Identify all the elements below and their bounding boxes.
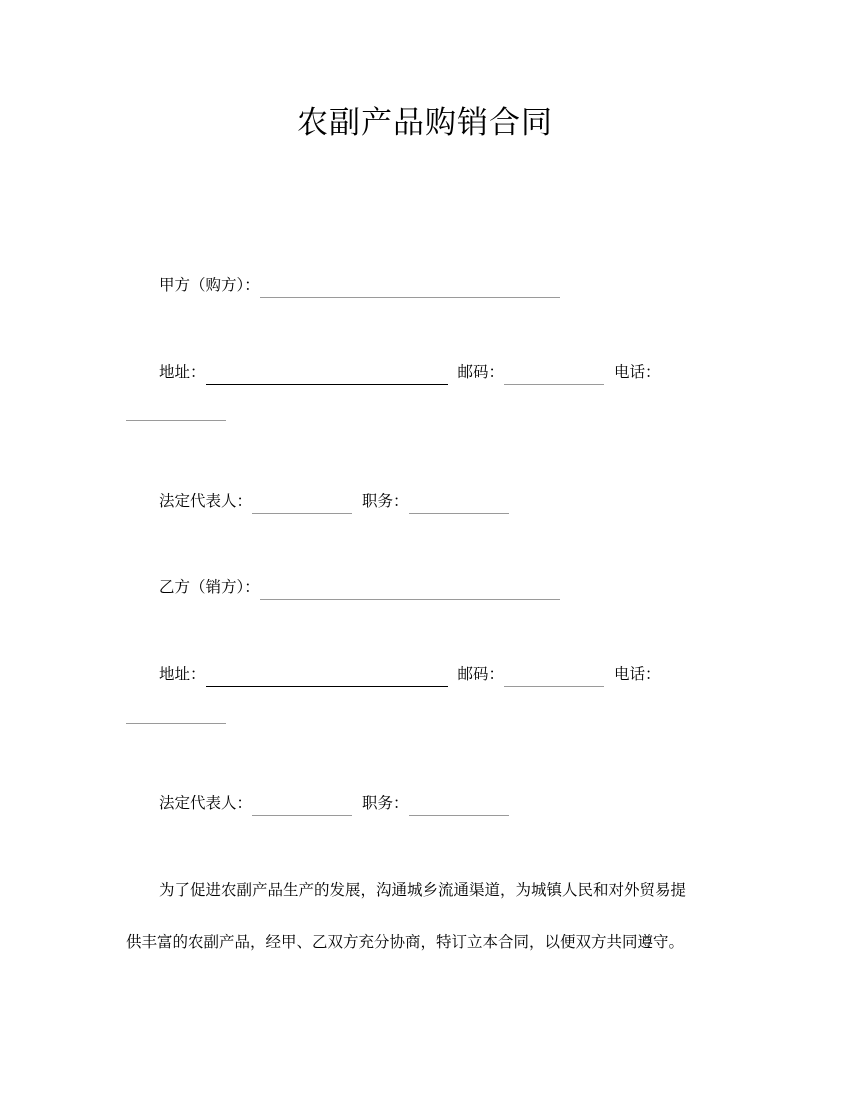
document-title: 农副产品购销合同	[297, 105, 553, 141]
party-b-row	[159, 574, 560, 600]
party-a-name-blank[interactable]	[260, 276, 560, 298]
party-b-position-blank[interactable]	[409, 794, 509, 816]
party-b-postcode-label: 邮码：	[457, 665, 505, 683]
party-b-address-row	[159, 661, 661, 687]
party-b-legal-rep-blank[interactable]	[252, 794, 352, 816]
party-b-position-label: 职务：	[362, 794, 409, 812]
preamble-paragraph	[126, 877, 726, 955]
party-a-phone-label: 电话：	[614, 363, 661, 381]
party-a-phone-blank[interactable]	[126, 420, 226, 421]
party-b-legal-rep-label: 法定代表人：	[159, 794, 253, 812]
preamble-line-2: 供丰富的农副产品，经甲、乙双方充分协商，特订立本合同，以便双方共同遵守。	[126, 933, 685, 951]
party-a-legal-rep-blank[interactable]	[252, 492, 352, 514]
party-b-name-blank[interactable]	[260, 578, 560, 600]
party-b-phone-blank[interactable]	[126, 723, 226, 724]
party-b-label: 乙方（销方）：	[159, 578, 260, 596]
party-b-address-blank[interactable]	[206, 665, 448, 687]
party-b-address-label: 地址：	[159, 665, 206, 683]
party-a-position-label: 职务：	[362, 492, 409, 510]
party-a-position-blank[interactable]	[409, 492, 509, 514]
party-b-phone-label: 电话：	[614, 665, 661, 683]
party-b-rep-row	[159, 790, 509, 816]
party-b-postcode-blank[interactable]	[504, 665, 604, 687]
party-a-address-row	[159, 359, 661, 385]
party-a-label: 甲方（购方）：	[159, 276, 260, 294]
preamble-line-1: 为了促进农副产品生产的发展，沟通城乡流通渠道，为城镇人民和对外贸易提	[159, 881, 687, 899]
party-a-address-label: 地址：	[159, 363, 206, 381]
party-a-address-blank[interactable]	[206, 363, 448, 385]
party-a-row	[159, 272, 560, 298]
party-a-postcode-label: 邮码：	[457, 363, 505, 381]
party-a-rep-row	[159, 488, 509, 514]
party-a-legal-rep-label: 法定代表人：	[159, 492, 253, 510]
party-a-postcode-blank[interactable]	[504, 363, 604, 385]
